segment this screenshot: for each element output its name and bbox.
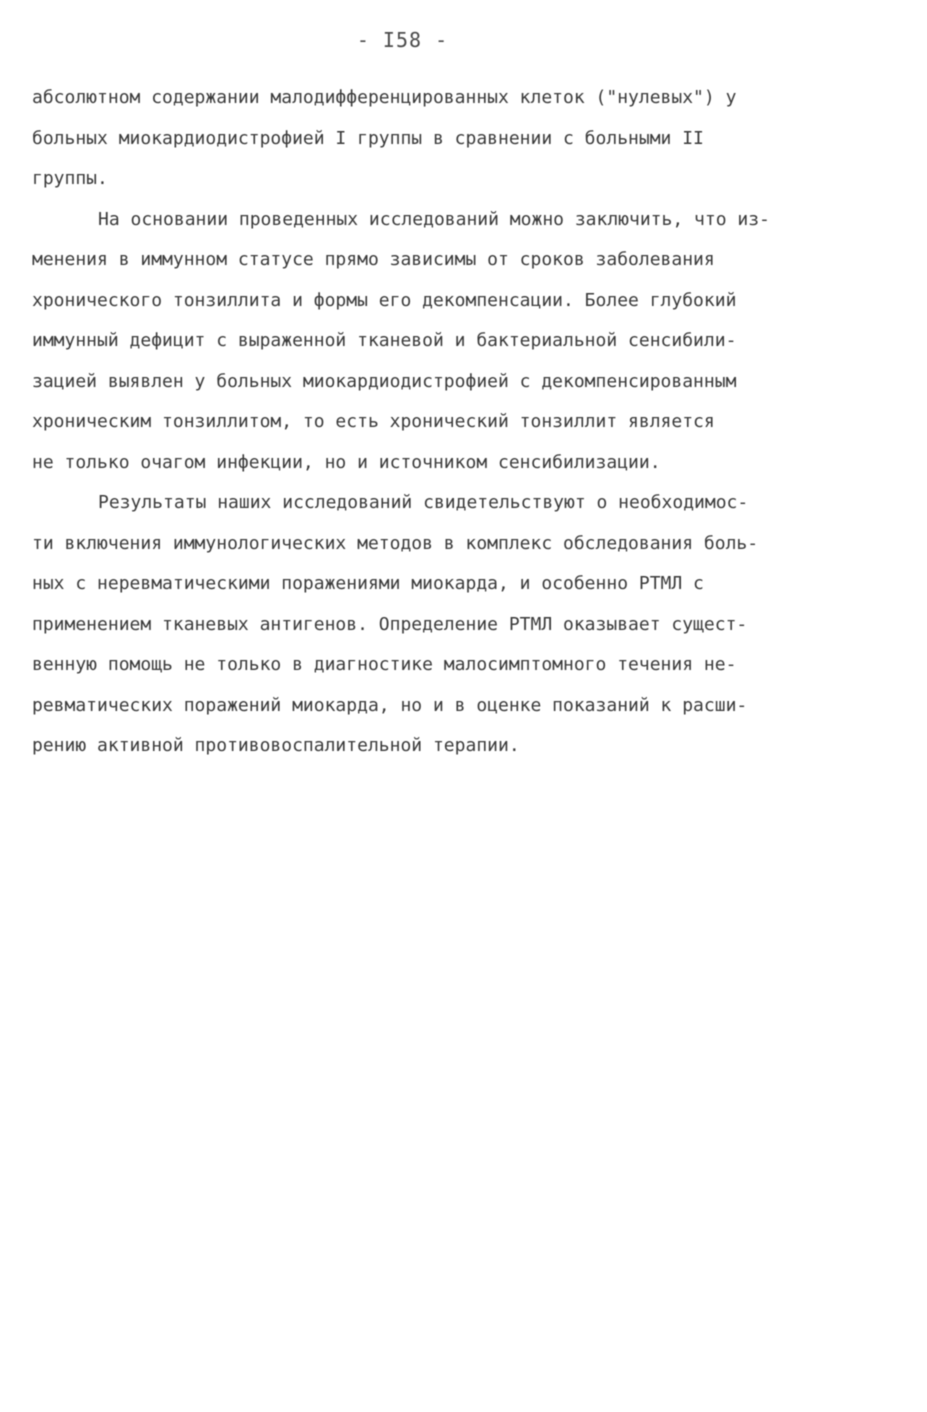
text-line: зацией выявлен у больных миокардиодистрофией с декомпенсированным: [32, 370, 737, 392]
text-line: ных с неревматическими поражениями миокарда, и особенно РТМЛ с: [32, 573, 704, 594]
paragraph-first-line: Результаты наших исследований свидетельствуют о необходимос-: [98, 492, 749, 513]
text-line: ревматических поражений миокарда, но и в оценке показаний к расши-: [32, 694, 748, 716]
text-line: больных миокардиодистрофией I группы в сравнении с больными II: [32, 127, 704, 149]
text-line: ти включения иммунологических методов в комплекс обследования боль-: [32, 532, 759, 554]
text-line: группы.: [32, 168, 108, 189]
body-text: [32, 78, 892, 767]
paragraph-first-line: На основании проведенных исследований можно заключить, что из-: [98, 208, 770, 230]
text-line: абсолютном содержании малодифференцированных клеток ("нулевых") у: [32, 87, 737, 108]
page-number: - I58 -: [356, 28, 449, 52]
text-line: менения в иммунном статусе прямо зависимы от сроков заболевания: [32, 249, 715, 270]
text-line: не только очагом инфекции, но и источником сенсибилизации.: [32, 451, 661, 473]
text-line: иммунный дефицит с выраженной тканевой и бактериальной сенсибили-: [32, 330, 737, 351]
text-line: венную помощь не только в диагностике малосимптомного течения не-: [32, 654, 737, 675]
text-line: хронического тонзиллита и формы его декомпенсации. Более глубокий: [32, 289, 737, 311]
text-line: рению активной противовоспалительной терапии.: [32, 735, 520, 756]
text-line: хроническим тонзиллитом, то есть хронический тонзиллит является: [32, 411, 715, 432]
text-line: применением тканевых антигенов. Определение РТМЛ оказывает сущест-: [32, 613, 748, 635]
